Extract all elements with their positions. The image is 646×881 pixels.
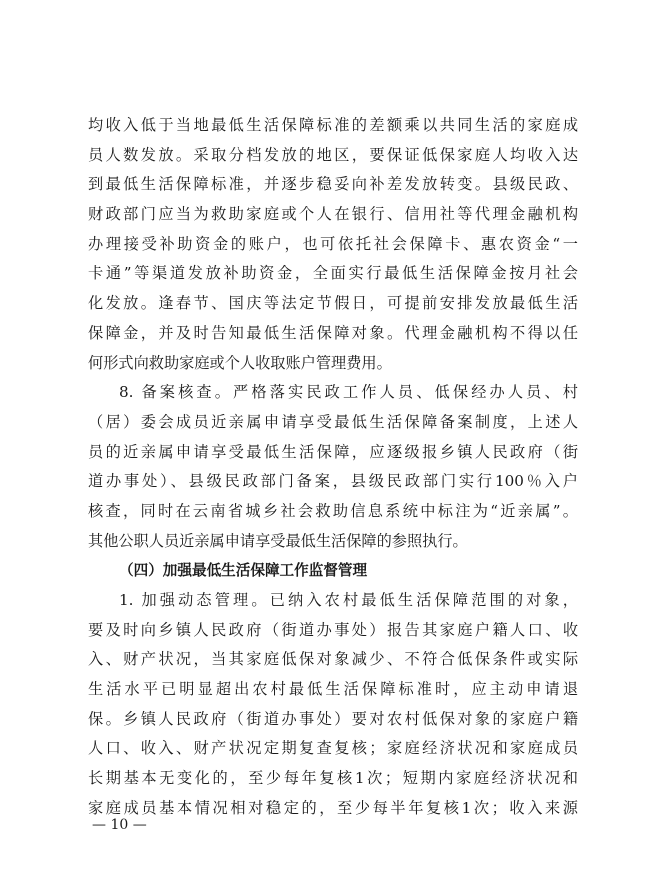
text-line: 核查，同时在云南省城乡社会救助信息系统中标注为“近亲属”。 [88,501,578,520]
text-line: 其他公职人员近亲属申请享受最低生活保障的参照执行。 [88,531,468,550]
text-line: 员人数发放。采取分档发放的地区，要保证低保家庭人均收入达 [88,145,578,164]
page-number: — 10 — [92,817,147,833]
text-line: 长期基本无变化的，至少每年复核1次；短期内家庭经济状况和 [88,769,578,788]
section-heading: （四）加强最低生活保障工作监督管理 [119,562,368,580]
body-text [88,111,578,824]
text-line: 道办事处）、县级民政部门备案，县级民政部门实行100％入户 [88,472,578,491]
text-line: 办理接受补助资金的账户，也可依托社会保障卡、惠农资金“一 [88,234,578,253]
text-line: 生活水平已明显超出农村最低生活保障标准时，应主动申请退 [88,680,578,699]
text-line: 财政部门应当为救助家庭或个人在银行、信用社等代理金融机构 [88,205,578,224]
text-line: 员的近亲属申请享受最低生活保障，应逐级报乡镇人民政府（街 [88,442,578,461]
text-line: 保。乡镇人民政府（街道办事处）要对农村低保对象的家庭户籍 [88,709,578,728]
text-line: 要及时向乡镇人民政府（街道办事处）报告其家庭户籍人口、收 [88,620,578,639]
text-line: 家庭成员基本情况相对稳定的，至少每半年复核1次；收入来源 [88,798,578,817]
text-line: 入、财产状况，当其家庭低保对象减少、不符合低保条件或实际 [88,650,578,669]
text-line: 化发放。逢春节、国庆等法定节假日，可提前安排发放最低生活 [88,294,578,313]
text-line: 何形式向救助家庭或个人收取账户管理费用。 [88,353,392,372]
text-line: 保障金，并及时告知最低生活保障对象。代理金融机构不得以任 [88,323,578,342]
text-line: 均收入低于当地最低生活保障标准的差额乘以共同生活的家庭成 [88,116,578,134]
text-line: （居）委会成员近亲属申请享受最低生活保障备案制度，上述人 [88,412,578,431]
text-line: 到最低生活保障标准，并逐步稳妥向补差发放转变。县级民政、 [88,175,578,194]
text-line: 人口、收入、财产状况定期复查复核；家庭经济状况和家庭成员 [88,739,578,758]
paragraph-start-line: 8. 备案核查。严格落实民政工作人员、低保经办人员、村 [119,383,578,402]
paragraph-start-line: 1. 加强动态管理。已纳入农村最低生活保障范围的对象， [119,591,578,609]
text-line: 卡通”等渠道发放补助资金，全面实行最低生活保障金按月社会 [88,264,578,283]
